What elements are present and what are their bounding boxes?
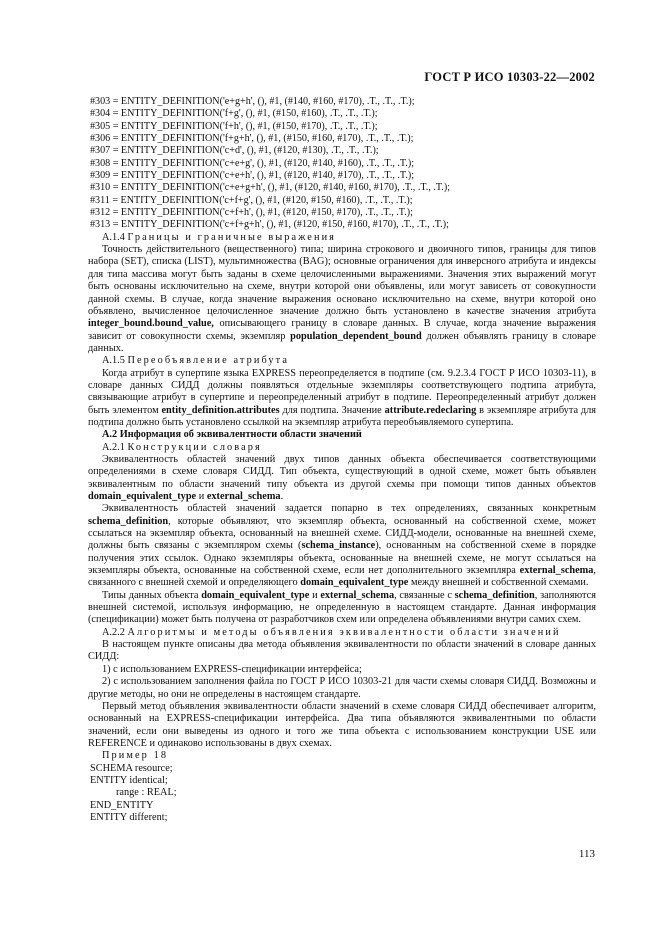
section-number: A.1.5 — [102, 355, 125, 367]
term: domain_equivalent_type — [201, 589, 310, 601]
entity-line: #303 = ENTITY_DEFINITION('e+g+h', (), #1, (#140, #160, #170), .T., .T., .T.); — [90, 96, 415, 107]
paragraph-a22-intro: В настоящем пункте описаны два метода объявления эквивалентности по области значений в словаре данных СИДД: — [88, 639, 596, 663]
text: . — [280, 491, 284, 502]
term: external_schema — [519, 565, 594, 577]
term: external_schema — [320, 589, 395, 601]
paragraph-a21-3 — [88, 590, 596, 627]
section-number: A.1.4 — [102, 231, 125, 243]
paragraph-a14 — [88, 244, 596, 355]
code-line: SCHEMA resource; — [90, 762, 173, 774]
entity-line: #304 = ENTITY_DEFINITION('f+g', (), #1, (#150, #160), .T., .T., .T.); — [90, 108, 378, 120]
paragraph-a15 — [88, 368, 596, 430]
text: для подтипа. Значение — [279, 404, 385, 416]
term: schema_definition — [454, 589, 535, 601]
term: population_dependent_bound — [290, 330, 422, 342]
section-heading-a15 — [88, 355, 596, 367]
code-line: ENTITY identical; — [90, 774, 168, 786]
list-item-1: 1) с использованием EXPRESS-спецификации интерфейса; — [102, 663, 362, 675]
example-code — [88, 763, 596, 825]
section-heading-a14 — [88, 232, 596, 244]
code-line: ENTITY different; — [90, 811, 168, 823]
text: Типы данных объекта — [102, 589, 202, 601]
text: Точность действительного (вещественного) типа; ширина строкового и двоичного типов, границы для типов набора (SET), списка (LIST), мультимножества (BAG); основные ограничения для инверсного атрибута и индексы для типа массива могут быть заданы в схеме целочисленными выражениями. Значения этих выражений могут быть основаны исключительно на схеме, внутри которой они объявлены, или могут зависеть от совокупности данной схемы. В случае, когда значение выражения основано исключительно на схеме, внутри которой оно объявлено, вычисленное целочисленное значение должно быть установлено в качестве значения атрибута — [88, 244, 596, 317]
text: , связанные с — [394, 589, 455, 601]
entity-line: #310 = ENTITY_DEFINITION('c+e+g+h', (), #1, (#120, #140, #160, #170), .T., .T., .T.); — [90, 182, 450, 194]
term: attribute.redeclaring — [384, 404, 477, 416]
text: и — [309, 589, 321, 601]
text: в экземпляре атрибута для подтипа должно быть установлено ссылкой на экземпляр атрибута переобъявляемого супертипа. — [88, 404, 597, 428]
document-header: ГОСТ Р ИСО 10303-22—2002 — [424, 70, 595, 84]
term: domain_equivalent_type — [88, 491, 197, 502]
term: integer_bound.bound_value, — [88, 318, 214, 330]
term: domain_equivalent_type — [300, 577, 409, 589]
code-line: END_ENTITY — [90, 799, 154, 811]
term: entity_definition.attributes — [161, 404, 280, 416]
paragraph-a21-1 — [88, 454, 596, 503]
list-item-2: 2) с использованием заполнения файла по ГОСТ Р ИСО 10303-21 для части схемы словаря СИДД. Возможны и другие методы, но они не определены в настоящем стандарте. — [88, 676, 596, 700]
text: , связанного с внешней схемой и определяющего — [88, 565, 596, 589]
text: , которые объявляют, что экземпляр объекта, основанный на собственной схеме, может ссылаться на экземпляр объекта, основанный на внешней схеме. СИДД-модели, основанные на внешней схеме, должны быть связаны с экземпляром схемы ( — [88, 515, 596, 552]
term: schema_definition — [88, 515, 169, 527]
text: должен объявлять границу в словаре данных. — [88, 330, 596, 354]
term: schema_instance — [301, 540, 376, 552]
text: ), основанным на собственной схеме в порядке получения этих ссылок. Однако экземпляры объекта, основанные на внешней схеме, не могут ссылаться на экземпляры объекта, основанные на собственной схеме, если нет дополнительного экземпляра — [88, 540, 596, 577]
text: между внешней и собственной схемами. — [408, 577, 589, 589]
section-heading-a2: A.2 Информация об эквивалентности области значений — [102, 429, 362, 441]
entity-line: #311 = ENTITY_DEFINITION('c+f+g', (), #1, (#120, #150, #160), .T., .T., .T.); — [90, 194, 413, 206]
example-label: Пример 18 — [102, 750, 169, 762]
section-title: Алгоритмы и методы объявления эквивалентности области значений — [127, 626, 561, 638]
section-title: Конструкции словаря — [127, 441, 262, 453]
entity-line: #312 = ENTITY_DEFINITION('c+f+h', (), #1, (#120, #150, #170), .T., .T., .T.); — [90, 207, 413, 219]
entity-line: #308 = ENTITY_DEFINITION('c+e+g', (), #1, (#120, #140, #160), .T., .T., .T.); — [90, 157, 415, 169]
entity-line: #309 = ENTITY_DEFINITION('c+e+h', (), #1, (#120, #140, #170), .T., .T., .T.); — [90, 170, 415, 182]
entity-definition-list — [88, 96, 596, 232]
entity-line: #306 = ENTITY_DEFINITION('f+g+h', (), #1, (#150, #160, #170), .T., .T., .T.); — [90, 133, 414, 145]
paragraph-a21-2 — [88, 503, 596, 589]
text: Эквивалентность областей значений задается попарно в тех определениях, связанных конкретным — [102, 503, 596, 515]
page-content — [88, 96, 596, 824]
section-heading-a22 — [88, 627, 596, 639]
section-title: Границы и граничные выражения — [127, 231, 337, 243]
text: описывающего границу в словаре данных. В случае, когда значение выражения зависит от совокупности схемы, экземпляр — [88, 318, 596, 342]
entity-line: #313 = ENTITY_DEFINITION('c+f+g+h', (), #1, (#120, #150, #160, #170), .T., .T., .T.); — [90, 219, 449, 231]
term: external_schema — [206, 491, 281, 502]
section-title: Переобъявление атрибута — [127, 355, 290, 367]
text: Эквивалентность областей значений двух типов данных объекта обеспечивается соответствующими определениями в схеме словаря СИДД. Тип объекта, существующий в одной схеме, может быть объявлен эквивалентным по области значений типу объекта из другой схемы при помощи типов данных объектов — [88, 453, 596, 490]
page-number: 113 — [578, 848, 595, 860]
entity-line: #307 = ENTITY_DEFINITION('c+d', (), #1, (#120, #130), .T., .T., .T.); — [90, 145, 379, 157]
text: Когда атрибут в супертипе языка EXPRESS переопределяется в подтипе (см. 9.2.3.4 ГОСТ Р ИСО 10303-11), в словаре данных СИДД должны появляться отдельные экземпляры соответствующего подтипа атрибута, связывающие атрибут в супертипе и переопределенный атрибут в подтипе. Переопределенный атрибут должен быть элементом — [88, 367, 596, 416]
paragraph-a22-first-method: Первый метод объявления эквивалентности области значений в схеме словаря СИДД обеспечивает алгоритм, основанный на EXPRESS-спецификации интерфейса. Два типа объявляются эквивалентными по области значений, если они выведены из одного и того же типа объекта с использованием конструкции USE или REFERENCE и одинаково использованы в двух схемах. — [88, 700, 596, 749]
section-number: A.2.2 — [102, 626, 125, 638]
code-line: range : REAL; — [116, 787, 177, 799]
section-heading-a21 — [88, 442, 596, 454]
section-number: A.2.1 — [102, 441, 125, 453]
text: , заполняются внешней системой, используя информацию, не определенную в настоящем стандарте. Данная информация (спецификации) может быть получена от разработчиков схем или определена объявлениями внутри самих схем. — [88, 589, 596, 626]
text: и — [196, 491, 207, 502]
entity-line: #305 = ENTITY_DEFINITION('f+h', (), #1, (#150, #170), .T., .T., .T.); — [90, 120, 378, 132]
